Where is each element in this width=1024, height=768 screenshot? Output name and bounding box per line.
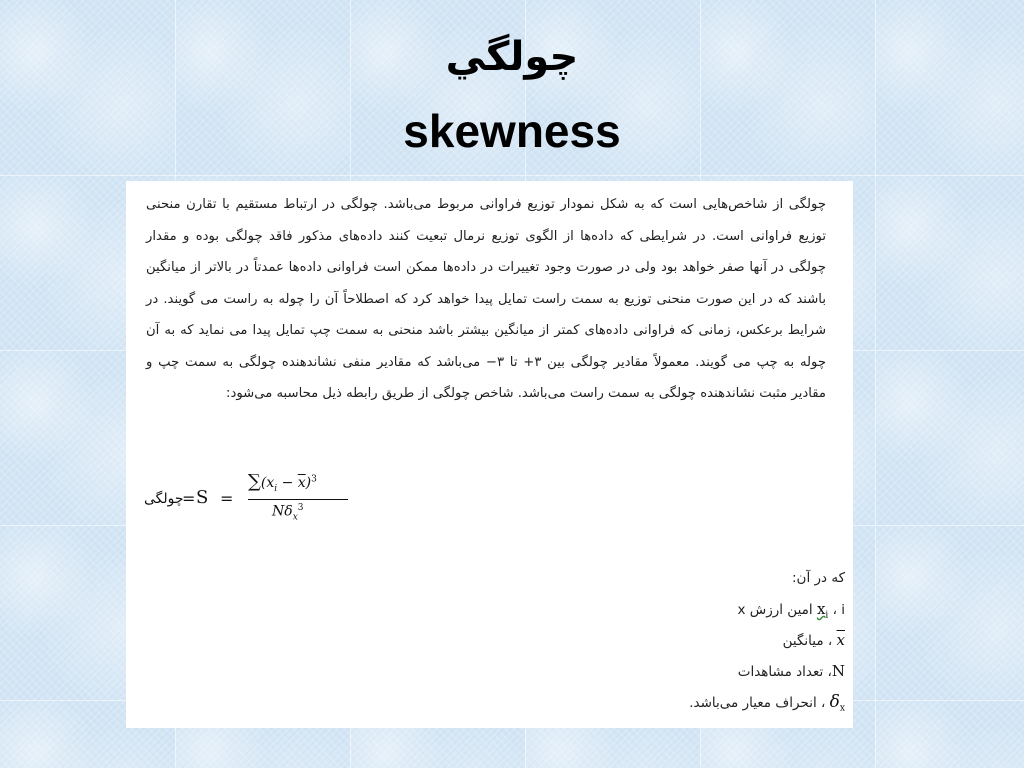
legend-text: ، انحراف معیار می‌باشد. xyxy=(689,695,826,711)
definition-paragraph: چولگی از شاخص‌هایی است که به شکل نمودار توزیع فراوانی مربوط می‌باشد. چولگی در ارتباط مستقیم با تقارن منحنی توزیع فراوانی است. در شرایطی که داده‌ها از الگوی توزیع نرمال تبعیت کنند داده‌های مذکور فاقد چولگی بوده و مقدار چولگی در آنها صفر خواهد بود ولی در صورت وجود تغییرات در داده‌ها ممکن است فراوانی داده‌ها عمدتاً در بالاتر از میانگین باشند که در این صورت منحنی توزیع به سمت راست تمایل پیدا خواهد کرد که اصطلاحاً آن را چوله به راست می گویند. در شرایط برعکس، زمانی که فراوانی داده‌های کمتر از میانگین بیشتر باشد منحنی به سمت چپ تمایل پیدا می نماید که به آن چوله به چپ می گویند. معمولاً مقادیر چولگی بین ۳+ تا ۳− می‌باشد که مقادیر منفی نشاندهنده چولگی به سمت چپ و مقادیر مثبت نشاندهنده چولگی به سمت راست می‌باشد. شاخص چولگی از طریق رابطه ذیل محاسبه می‌شود: xyxy=(146,197,827,401)
legend-symbol: x xyxy=(836,631,845,649)
legend-text: ، تعداد مشاهدات xyxy=(737,664,832,680)
exponent: 3 xyxy=(297,503,304,513)
slide-title-english: skewness xyxy=(403,105,621,157)
document-image xyxy=(126,181,853,728)
subscript: i xyxy=(825,610,829,621)
legend-symbol: δ xyxy=(829,692,840,712)
formula-fraction xyxy=(248,469,350,533)
skewness-formula xyxy=(144,469,404,539)
formula-symbol: S xyxy=(196,487,209,508)
delta-symbol: δ xyxy=(284,503,293,520)
var-n: N xyxy=(272,503,285,520)
legend-text: ، i امین ارزش x xyxy=(737,602,845,618)
legend-item-n xyxy=(515,656,845,687)
legend-symbol: N xyxy=(831,662,845,680)
legend-intro: که در آن: xyxy=(792,570,845,586)
legend-item-mean xyxy=(515,625,845,656)
formula-equals: = xyxy=(220,489,234,508)
legend-item-sd xyxy=(515,687,845,718)
symbol-legend xyxy=(515,563,845,718)
mean-symbol: $\overline{x}$ xyxy=(297,475,306,491)
legend-item-xi xyxy=(515,594,845,625)
sum-symbol: ∑ xyxy=(248,471,261,492)
formula-label: چولگی xyxy=(144,491,184,507)
var-x: x xyxy=(266,475,275,491)
subscript: x xyxy=(839,703,845,714)
subscript: i xyxy=(274,483,278,494)
paren: ( xyxy=(260,475,267,491)
slide-title-persian: چولگي xyxy=(445,34,579,80)
exponent: 3 xyxy=(311,474,317,485)
fraction-bar xyxy=(248,499,348,500)
formula-numerator xyxy=(248,471,350,494)
legend-symbol: x xyxy=(816,600,826,618)
formula-denominator xyxy=(272,503,304,522)
subscript: x xyxy=(292,512,298,523)
bg-grid-line xyxy=(0,175,1024,176)
paren: ) xyxy=(305,475,312,491)
legend-text: ، میانگین xyxy=(782,633,833,649)
operator: − xyxy=(277,475,298,491)
formula-equals: = xyxy=(182,489,196,508)
